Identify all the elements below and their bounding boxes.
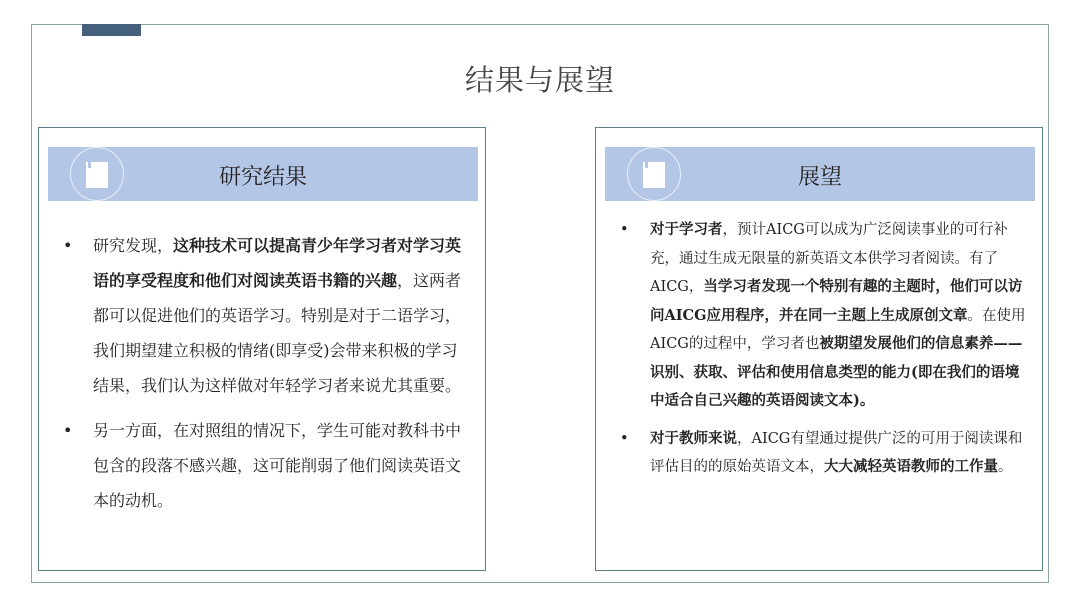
list-item — [63, 228, 473, 403]
bullet-icon: • — [620, 222, 629, 238]
list-item — [63, 413, 473, 518]
text: ，AICG有望通过提供广泛的可用于阅读课和评估目的的原始英语文本， — [650, 430, 1023, 475]
bullet-icon: • — [63, 236, 73, 255]
text: 另一方面，在对照组的情况下，学生可能对教科书中包含的段落不感兴趣，这可能削弱了他们阅读英语文本的动机。 — [93, 421, 462, 510]
text: 。在使用AICG的过程中，学习者也 — [650, 307, 1026, 352]
text: 。 — [998, 459, 1013, 475]
outlook-header — [605, 147, 1035, 201]
results-heading: 研究结果 — [218, 165, 307, 190]
text: ，预计AICG可以成为广泛阅读事业的可行补充，通过生成无限量的新英语文本供学习者阅读。有了AICG， — [650, 222, 1008, 295]
bold-text: 对于学习者 — [650, 221, 723, 238]
bold-text: 这种技术可以提高青少年学习者对学习英语的享受程度和他们对阅读英语书籍的兴趣 — [93, 236, 462, 290]
slide-title: 结果与展望 — [464, 63, 615, 97]
text: ，这两者都可以促进他们的英语学习。特别是对于二语学习，我们期望建立积极的情绪(即享受)会带来积极的学习结果，我们认为这样做对年轻学习者来说尤其重要。 — [93, 271, 462, 395]
results-panel — [38, 127, 486, 571]
bold-text: 大大减轻英语教师的工作量 — [824, 458, 998, 475]
list-item — [620, 216, 1030, 416]
bold-text: 被期望发展他们的信息素养——识别、获取、评估和使用信息类型的能力(即在我们的语境中适合自己兴趣的英语阅读文本)。 — [650, 335, 1023, 409]
outlook-list — [620, 216, 1030, 491]
accent-bar — [82, 24, 141, 36]
list-item — [620, 425, 1030, 482]
bold-text: 当学习者发现一个特别有趣的主题时，他们可以访问AICG应用程序，并在同一主题上生成原创文章 — [650, 278, 1023, 324]
bold-text: 对于教师来说 — [650, 429, 737, 447]
results-header — [48, 147, 478, 201]
outlook-panel — [595, 127, 1043, 571]
bullet-icon: • — [620, 430, 629, 447]
bullet-icon: • — [63, 421, 73, 440]
text: 研究发现， — [93, 236, 174, 255]
outlook-heading: 展望 — [797, 165, 842, 190]
results-list — [63, 228, 473, 528]
